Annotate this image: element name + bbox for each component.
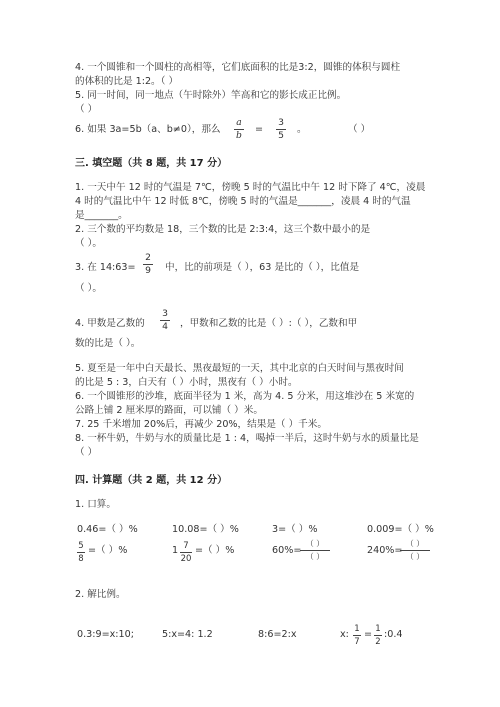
fill-q4-prefix: 4. 甲数是乙数的 [75, 318, 145, 329]
proportion-2: 5:x=4: 1.2 [162, 629, 213, 640]
fill-q2-line2: （ ）。 [75, 238, 103, 249]
fraction-3-over-4 [160, 309, 170, 332]
fill-q3-rest: 中，比的前项是（ ），63 是比的（ ），比值是 [165, 262, 360, 273]
fill-q1-line3: 是_______。 [75, 210, 128, 221]
judge-q6-prefix: 6. 如果 3a=5b（a、b≠0），那么 [75, 124, 221, 135]
fraction-denominator: （ ） [305, 552, 325, 561]
period-mark: 。 [297, 124, 307, 135]
fraction-numerator: （ ） [305, 539, 325, 548]
fraction-numerator: 7 [183, 541, 189, 551]
fraction-denominator: 7 [354, 637, 360, 647]
fraction-denominator: （ ） [405, 552, 425, 561]
fraction-blank-r2c4 [400, 539, 430, 562]
judge-q5-line1: 5. 同一时间，同一地点（午时除外）竿高和它的影长成正比例。 [75, 90, 347, 101]
proportion-4-end: :0.4 [384, 629, 403, 640]
fraction-denominator: b [236, 130, 242, 141]
fraction-numerator: 3 [162, 308, 168, 319]
fraction-numerator: 3 [278, 117, 284, 128]
fill-q7: 7. 25 千米增加 20%后，再减少 20%，结果是（ ）千米。 [75, 419, 327, 430]
equals-sign: = [255, 124, 264, 135]
fraction-denominator: 2 [375, 637, 381, 647]
fill-q3-line2: （ ）。 [75, 283, 103, 294]
fraction-3-over-5 [276, 118, 286, 141]
fill-q8-line2: （ ） [75, 447, 98, 458]
fill-q6-line2: 公路上铺 2 厘米厚的路面，可以铺（ ）米。 [75, 405, 263, 416]
proportion-4-eq: = [364, 629, 373, 640]
calc-sub2-title: 2. 解比例。 [75, 589, 126, 600]
fraction-7-over-20 [180, 541, 192, 564]
answer-paren: （ ） [348, 124, 371, 135]
section-heading-fill-blank: 三. 填空题（共 8 题，共 17 分） [75, 158, 228, 169]
fill-q1-line1: 1. 一天中午 12 时的气温是 7℃，傍晚 5 时的气温比中午 12 时下降了 4℃，凌晨 [75, 182, 426, 193]
fraction-denominator: 8 [78, 554, 84, 564]
fill-q5-line1: 5. 夏至是一年中白天最长、黑夜最短的一天，其中北京的白天时间与黑夜时间 [75, 363, 404, 374]
fill-q6-line1: 6. 一个圆锥形的沙堆，底面半径为 1 米，高为 4. 5 分米，用这堆沙在 5 米宽的 [75, 391, 415, 402]
mental-calc-r1c2: 10.08=（ ）% [172, 524, 239, 535]
fraction-denominator: 4 [162, 321, 168, 332]
fill-q4-rest: ，甲数和乙数的比是（ ）:（ ），乙数和甲 [180, 318, 358, 329]
fill-q2-line1: 2. 三个数的平均数是 18，三个数的比是 2:3:4，这三个数中最小的是 [75, 224, 371, 235]
proportion-3: 8:6=2:x [258, 629, 297, 640]
mental-calc-r2c1: =（ ）% [88, 545, 128, 556]
fraction-2-over-9 [143, 253, 153, 276]
proportion-4-x: x: [340, 629, 349, 640]
fraction-numerator: 2 [145, 252, 151, 263]
fraction-a-over-b [234, 118, 244, 141]
fill-q1-line2: 4 时的气温比中午 12 时低 8℃，傍晚 5 时的气温是_______，凌晨 4 时的气温 [75, 196, 411, 207]
mental-calc-r2c2: =（ ）% [195, 545, 235, 556]
fill-q5-line2: 的比是 5 : 3，白天有（ ）小时，黑夜有（ ）小时。 [75, 377, 298, 388]
judge-q4-line1: 4. 一个圆锥和一个圆柱的高相等，它们底面积的比是3:2，圆锥的体积与圆柱 [75, 62, 401, 73]
fraction-numerator: 5 [78, 541, 84, 551]
fraction-numerator: 1 [375, 624, 381, 634]
fill-q8-line1: 8. 一杯牛奶，牛奶与水的质量比是 1 : 4，喝掉一半后，这时牛奶与水的质量比是 [75, 433, 419, 444]
fraction-numerator: a [236, 117, 242, 128]
judge-q5-line2: （ ） [75, 104, 98, 115]
mental-calc-r2c4: 240%= [367, 545, 403, 556]
mixed-number-whole: 1 [172, 545, 179, 556]
fraction-numerator: （ ） [405, 539, 425, 548]
fill-q4-line2: 数的比是（ ）。 [75, 338, 141, 349]
judge-q4-line2: 的体积的比是 1:2。（ ） [75, 76, 179, 87]
fraction-numerator: 1 [354, 624, 360, 634]
proportion-1: 0.3:9=x:10; [77, 629, 134, 640]
section-heading-calculation: 四. 计算题（共 2 题，共 12 分） [75, 475, 228, 486]
fraction-1-over-7 [353, 624, 361, 647]
fraction-denominator: 5 [278, 130, 284, 141]
fraction-denominator: 9 [145, 265, 151, 276]
mental-calc-r1c1: 0.46=（ ）% [77, 524, 138, 535]
fraction-denominator: 20 [180, 554, 192, 564]
mental-calc-r1c3: 3=（ ）% [272, 524, 318, 535]
calc-sub1-title: 1. 口算。 [75, 499, 116, 510]
fraction-5-over-8 [77, 541, 85, 564]
fill-q3-prefix: 3. 在 14:63= [75, 262, 136, 273]
fraction-1-over-2 [374, 624, 382, 647]
fraction-blank-r2c3 [300, 539, 330, 562]
mental-calc-r2c3: 60%= [272, 545, 302, 556]
mental-calc-r1c4: 0.009=（ ）% [367, 524, 434, 535]
